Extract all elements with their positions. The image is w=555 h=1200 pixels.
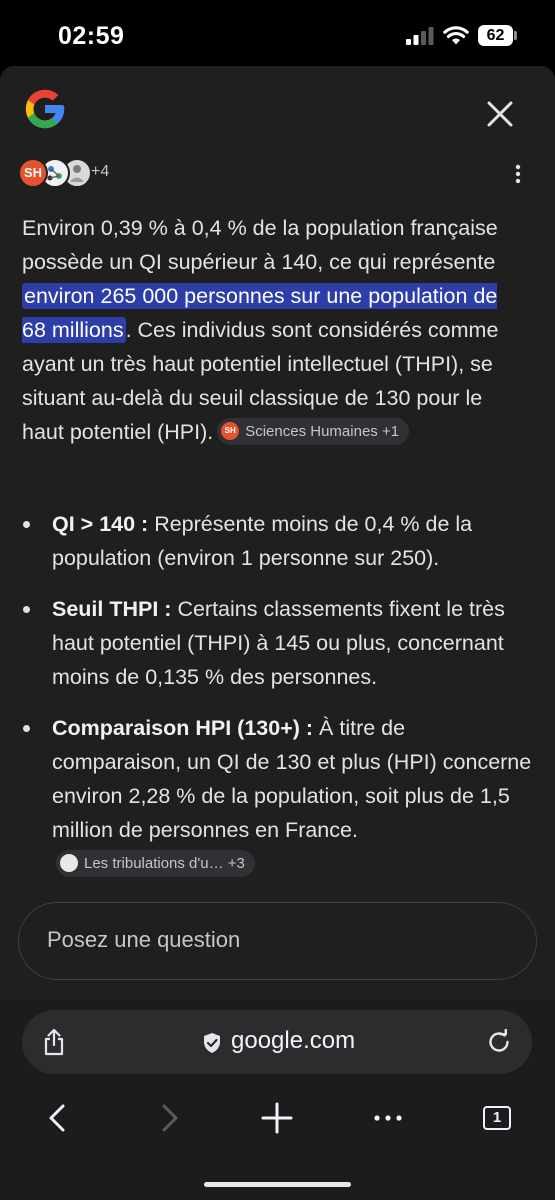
list-item-title: Seuil THPI : [52, 597, 172, 621]
status-bar [0, 0, 555, 66]
answer-text-2: . Ces individus sont considérés comme ayant un très haut potentiel intellectuel (THPI), se situant au-delà du seuil classique de 130 pour le haut potentiel (HPI). [22, 318, 499, 444]
tabs-button[interactable] [475, 1096, 519, 1140]
source-chip-label: Les tribulations d'u… +3 [84, 854, 245, 872]
google-logo-icon [22, 86, 68, 132]
forward-icon[interactable] [147, 1096, 191, 1140]
answer-text-1: Environ 0,39 % à 0,4 % de la population française possède un QI supérieur à 140, ce qui représente [22, 216, 498, 274]
tribulations-logo-icon [60, 854, 78, 872]
source-chip-sciences-humaines[interactable] [217, 418, 409, 445]
battery-icon [478, 25, 518, 46]
bullet-list [22, 507, 532, 898]
wifi-icon [443, 24, 469, 46]
battery-level: 62 [486, 27, 505, 44]
sciences-humaines-logo-icon: SH [221, 422, 239, 440]
list-item-text: À titre de comparaison, un QI de 130 et plus (HPI) concerne environ 2,28 % de la population, soit plus de 1,5 million de personnes en France. [52, 716, 532, 842]
cellular-signal-icon [406, 27, 434, 45]
answer-paragraph [22, 211, 522, 449]
home-indicator [204, 1182, 351, 1187]
sources-more-count[interactable]: +4 [91, 163, 110, 180]
ai-overview-sheet [0, 66, 555, 1000]
more-vert-icon[interactable] [506, 162, 530, 186]
list-item [22, 592, 532, 694]
bullet-dot [23, 725, 30, 732]
share-icon[interactable] [42, 1028, 66, 1056]
close-button[interactable] [478, 92, 522, 136]
url-text[interactable]: google.com [231, 1027, 356, 1054]
new-tab-plus-icon[interactable] [255, 1096, 299, 1140]
list-item-title: QI > 140 : [52, 512, 149, 536]
address-bar[interactable] [22, 1010, 532, 1074]
tab-count: 1 [483, 1106, 511, 1130]
status-time: 02:59 [58, 22, 125, 50]
source-avatars[interactable] [18, 158, 98, 188]
source-chip-tribulations[interactable] [56, 850, 255, 877]
back-icon[interactable] [36, 1096, 80, 1140]
list-item-title: Comparaison HPI (130+) : [52, 716, 314, 740]
source-chip-label: Sciences Humaines +1 [245, 422, 400, 440]
bullet-dot [23, 606, 30, 613]
bullet-dot [23, 521, 30, 528]
list-item [22, 507, 532, 575]
browser-nav-row [0, 1096, 555, 1140]
list-item-text: Représente moins de 0,4 % de la population (environ 1 personne sur 250). [52, 512, 473, 570]
reload-icon[interactable] [486, 1029, 512, 1055]
more-horiz-icon[interactable] [366, 1096, 410, 1140]
list-item [22, 711, 532, 881]
ask-question-input[interactable] [18, 902, 537, 980]
secure-shield-icon [202, 1032, 222, 1054]
list-item-text: Certains classements fixent le très haut potentiel (THPI) à 145 ou plus, concernant moins de 0,135 % des personnes. [52, 597, 505, 689]
answer-highlight[interactable]: environ 265 000 personnes sur une population de 68 millions [22, 284, 498, 342]
source-avatar-sh: SH [18, 158, 48, 188]
ask-question-placeholder: Posez une question [47, 927, 241, 952]
browser-toolbar [0, 1000, 555, 1200]
